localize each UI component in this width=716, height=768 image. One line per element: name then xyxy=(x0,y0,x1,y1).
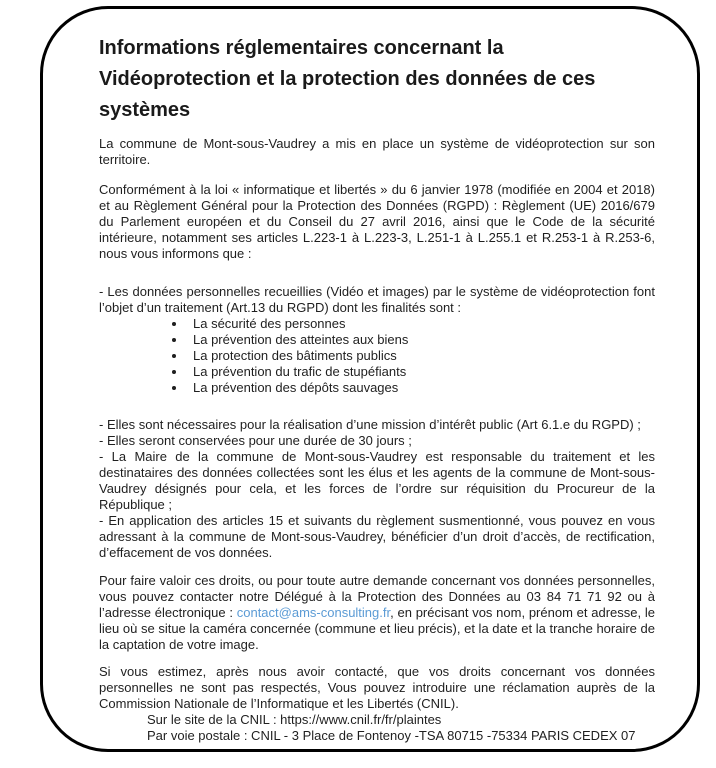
contact-paragraph xyxy=(99,573,655,653)
purpose-item-dumping: • La prévention des dépôts sauvages xyxy=(187,380,655,396)
cnil-website-line: Sur le site de la CNIL : https://www.cnil.fr/fr/plaintes xyxy=(147,712,442,727)
purpose-item-security: • La sécurité des personnes xyxy=(187,316,655,332)
email-link[interactable]: contact@ams-consulting.fr xyxy=(236,605,391,620)
contact-text-after: , en précisant vos nom, prénom et adresse, le lieu où se situe la caméra concernée (commune et lieu précis), et la date et la tranche horaire de la captation de votre image. xyxy=(99,605,655,652)
purpose-item-buildings: • La protection des bâtiments publics xyxy=(187,348,655,364)
point-controller-paragraph: - La Maire de la commune de Mont-sous-Vaudrey est responsable du traitement et les destinataires des données collectées sont les élus et les agents de la commune de Mont-sous-Vaudrey désignés pour cela, et les forces de l’ordre sur réquisition du Procureur de la République ; xyxy=(99,449,655,512)
regulatory-notice-card xyxy=(40,6,700,752)
purpose-item-drugs: • La prévention du trafic de stupéfiants xyxy=(187,364,655,380)
contact-text-before: Pour faire valoir ces droits, ou pour toute autre demande concernant vos données personnelles, vous pouvez contacter notre Délégué à la Protection des Données au 03 84 71 71 92 ou à l’adresse électronique : xyxy=(99,573,655,620)
purpose-item-property: • La prévention des atteintes aux biens xyxy=(187,332,655,348)
legal-basis-paragraph: Conformément à la loi « informatique et libertés » du 6 janvier 1978 (modifiée en 2004 et 2018) et au Règlement Général pour la Protection des Données (RGPD) : Règlement (UE) 2016/679 du Parlement européen et du Conseil du 27 avril 2016, ainsi que le Code de la sécurité intérieure, notamment ses articles L.223-1 à L.223-3, L.251-1 à L.255.1 et R.253-1 à R.253-6, nous vous informons que : xyxy=(99,182,655,261)
intro-paragraph: La commune de Mont-sous-Vaudrey a mis en place un système de vidéoprotection sur son territoire. xyxy=(99,136,655,167)
complaint-paragraph: Si vous estimez, après nous avoir contacté, que vos droits concernant vos données personnelles ne sont pas respectés, Vous pouvez introduire une réclamation auprès de la Commission Nationale de l’Informatique et les Libertés (CNIL). xyxy=(99,664,655,711)
purposes-intro-paragraph: - Les données personnelles recueillies (Vidéo et images) par le système de vidéoprotection font l’objet d’un traitement (Art.13 du RGPD) dont les finalités sont : xyxy=(99,284,655,315)
point-necessity-paragraph: - Elles sont nécessaires pour la réalisation d’une mission d’intérêt public (Art 6.1.e du RGPD) ; xyxy=(99,417,641,432)
purposes-list xyxy=(99,316,655,396)
cnil-postal-line: Par voie postale : CNIL - 3 Place de Fontenoy -TSA 80715 -75334 PARIS CEDEX 07 xyxy=(147,728,636,743)
point-rights-paragraph: - En application des articles 15 et suivants du règlement susmentionné, vous pouvez en vous adressant à la commune de Mont-sous-Vaudrey, bénéficier d’un droit d’accès, de rectification, d’effacement de vos données. xyxy=(99,513,655,560)
point-retention-paragraph: - Elles seront conservées pour une durée de 30 jours ; xyxy=(99,433,412,448)
document-title: Informations réglementaires concernant la Vidéoprotection et la protection des données de ces systèmes xyxy=(99,37,596,121)
